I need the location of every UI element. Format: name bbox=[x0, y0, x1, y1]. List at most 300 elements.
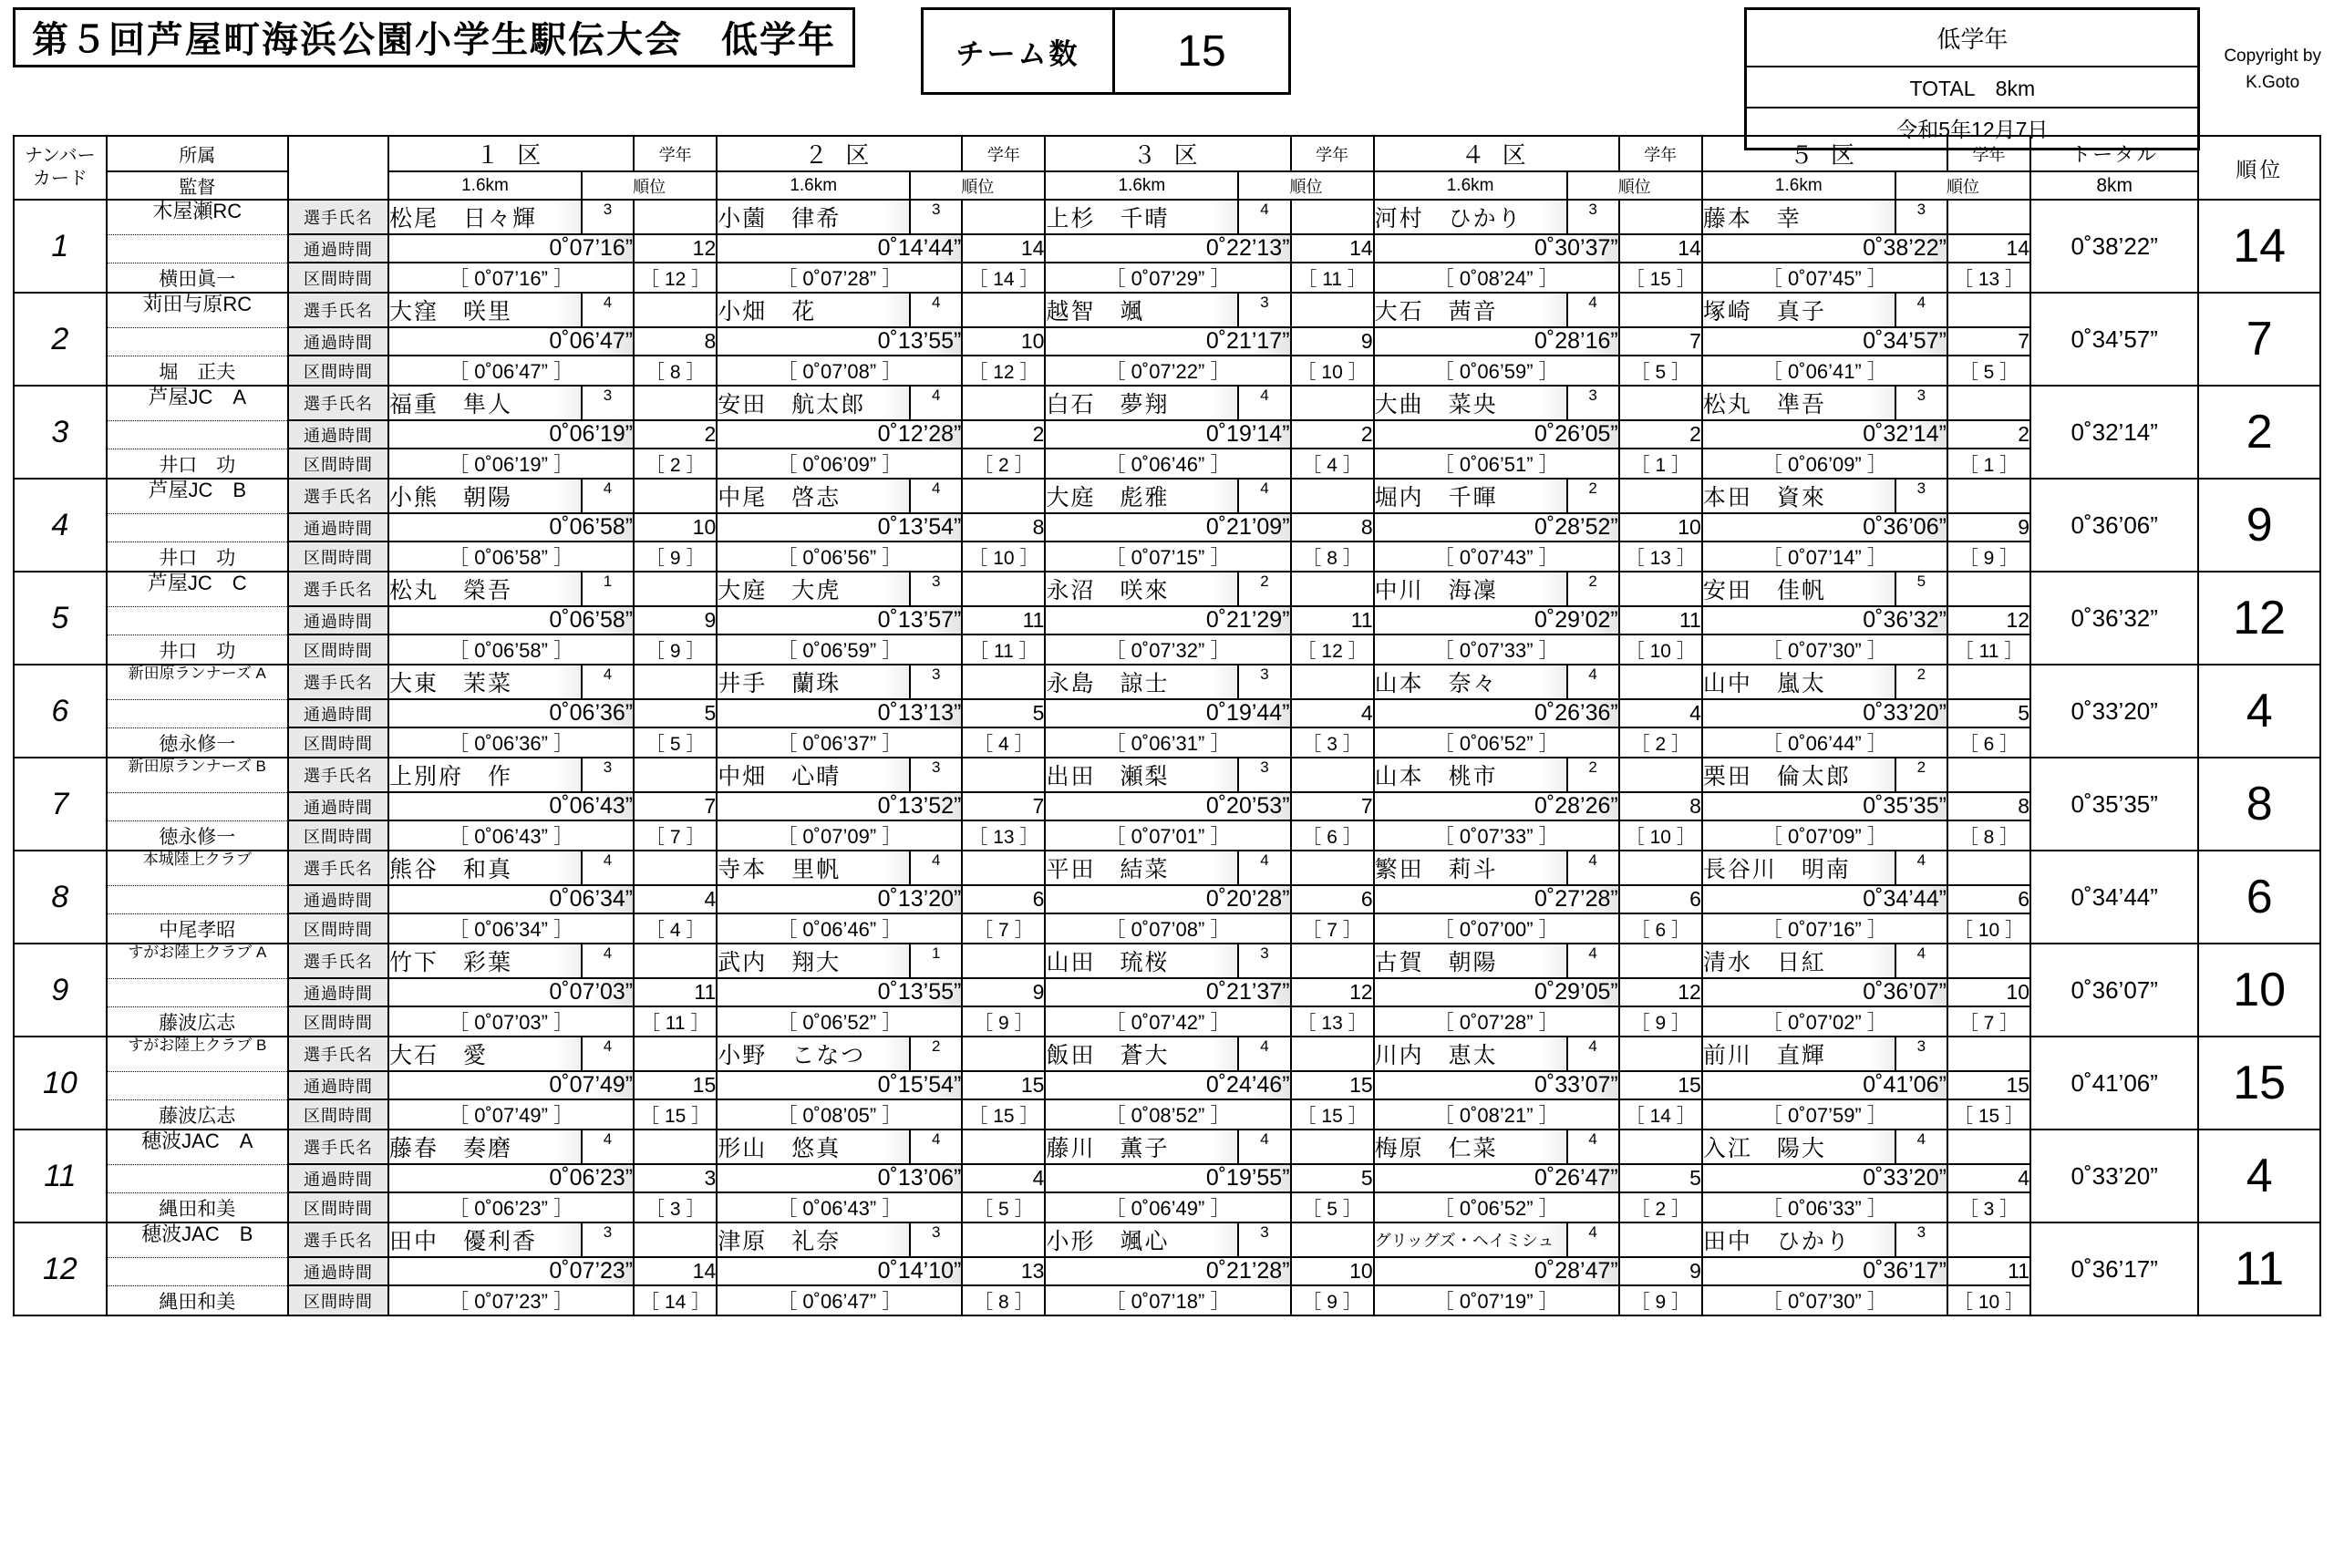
team-name: すがお陸上クラブ А bbox=[107, 944, 288, 978]
total-time: 0˚36’17” bbox=[2030, 1222, 2198, 1315]
coach-name: 徳永修一 bbox=[107, 727, 288, 758]
cumulative-time-leg1: 0˚07’49” bbox=[388, 1071, 634, 1099]
spacer-leg4 bbox=[1619, 386, 1702, 420]
total-time: 0˚36’06” bbox=[2030, 479, 2198, 572]
copyright-line1: Copyright by bbox=[2224, 46, 2321, 66]
runner-grade-leg2: 1 bbox=[910, 944, 962, 978]
cumulative-time-leg3: 0˚24’46” bbox=[1045, 1071, 1290, 1099]
runner-name-leg4: 山本 桃市 bbox=[1374, 758, 1567, 792]
cumulative-time-leg5: 0˚34’44” bbox=[1702, 885, 1947, 913]
runner-grade-leg4: 4 bbox=[1567, 1130, 1619, 1164]
team-name: 新田原ランナーズ В bbox=[107, 758, 288, 792]
runner-grade-leg5: 4 bbox=[1895, 1130, 1947, 1164]
runner-name-leg4: グリッグズ・ヘイミシュ bbox=[1374, 1222, 1567, 1257]
cumulative-rank-leg4: 15 bbox=[1619, 1071, 1702, 1099]
cumulative-rank-leg2: 4 bbox=[962, 1164, 1045, 1192]
runner-grade-leg3: 3 bbox=[1238, 758, 1290, 792]
cumulative-rank-leg5: 8 bbox=[1947, 792, 2030, 820]
cumulative-rank-leg5: 10 bbox=[1947, 978, 2030, 1006]
spacer-leg2 bbox=[962, 200, 1045, 234]
cumulative-rank-leg4: 14 bbox=[1619, 234, 1702, 263]
runner-grade-leg2: 4 bbox=[910, 1130, 962, 1164]
row-label-cumulative: 通過時間 bbox=[288, 1071, 388, 1099]
spacer-leg3 bbox=[1291, 386, 1374, 420]
header-leg1-grade: 学年 bbox=[634, 136, 717, 171]
runner-grade-leg2: 3 bbox=[910, 572, 962, 606]
runner-name-leg1: 田中 優利香 bbox=[388, 1222, 582, 1257]
row-label-name: 選手氏名 bbox=[288, 1222, 388, 1257]
table-row bbox=[14, 513, 2320, 542]
row-label-name: 選手氏名 bbox=[288, 386, 388, 420]
final-rank: 11 bbox=[2198, 1222, 2320, 1315]
cumulative-rank-leg1: 12 bbox=[634, 234, 717, 263]
cumulative-time-leg2: 0˚14’10” bbox=[717, 1257, 962, 1285]
spacer-leg5 bbox=[1947, 1130, 2030, 1164]
lap-rank-leg4: ［ 9 ］ bbox=[1619, 1285, 1702, 1315]
cumulative-rank-leg3: 10 bbox=[1291, 1257, 1374, 1285]
runner-name-leg4: 河村 ひかり bbox=[1374, 200, 1567, 234]
cumulative-rank-leg3: 14 bbox=[1291, 234, 1374, 263]
runner-name-leg2: 寺本 里帆 bbox=[717, 851, 910, 885]
cumulative-rank-leg5: 6 bbox=[1947, 885, 2030, 913]
header-leg3-rank: 順位 bbox=[1238, 171, 1373, 200]
lap-time-leg1: ［ 0˚06’36” ］ bbox=[388, 727, 634, 758]
cumulative-time-leg5: 0˚34’57” bbox=[1702, 327, 1947, 356]
team-name: 穂波JAC A bbox=[107, 1130, 288, 1164]
row-label-lap: 区間時間 bbox=[288, 1192, 388, 1222]
header-total-dist: 8km bbox=[2030, 171, 2198, 200]
runner-grade-leg1: 4 bbox=[582, 1130, 634, 1164]
header-leg4-grade: 学年 bbox=[1619, 136, 1702, 171]
lap-time-leg1: ［ 0˚06’43” ］ bbox=[388, 820, 634, 851]
spacer-leg1 bbox=[634, 386, 717, 420]
team-spacer bbox=[107, 978, 288, 1006]
lap-time-leg2: ［ 0˚06’59” ］ bbox=[717, 634, 962, 665]
header-leg2-dist: 1.6km bbox=[717, 171, 910, 200]
row-label-cumulative: 通過時間 bbox=[288, 327, 388, 356]
runner-grade-leg4: 4 bbox=[1567, 1037, 1619, 1071]
spacer-leg1 bbox=[634, 572, 717, 606]
lap-rank-leg1: ［ 8 ］ bbox=[634, 356, 717, 386]
cumulative-rank-leg2: 8 bbox=[962, 513, 1045, 542]
cumulative-time-leg1: 0˚06’34” bbox=[388, 885, 634, 913]
lap-rank-leg3: ［ 11 ］ bbox=[1291, 263, 1374, 293]
bib-number: 2 bbox=[14, 293, 107, 386]
cumulative-time-leg3: 0˚19’55” bbox=[1045, 1164, 1290, 1192]
row-label-lap: 区間時間 bbox=[288, 1006, 388, 1037]
lap-rank-leg5: ［ 7 ］ bbox=[1947, 1006, 2030, 1037]
spacer-leg1 bbox=[634, 1037, 717, 1071]
runner-name-leg2: 小畑 花 bbox=[717, 293, 910, 327]
table-row bbox=[14, 851, 2320, 885]
runner-name-leg5: 長谷川 明南 bbox=[1702, 851, 1895, 885]
table-row bbox=[14, 327, 2320, 356]
runner-grade-leg1: 1 bbox=[582, 572, 634, 606]
runner-name-leg3: 永沼 咲來 bbox=[1045, 572, 1238, 606]
cumulative-time-leg1: 0˚06’43” bbox=[388, 792, 634, 820]
cumulative-time-leg3: 0˚21’29” bbox=[1045, 606, 1290, 634]
cumulative-rank-leg2: 2 bbox=[962, 420, 1045, 449]
cumulative-time-leg1: 0˚06’19” bbox=[388, 420, 634, 449]
table-row bbox=[14, 1037, 2320, 1071]
final-rank: 12 bbox=[2198, 572, 2320, 665]
runner-grade-leg3: 3 bbox=[1238, 944, 1290, 978]
runner-name-leg1: 竹下 彩葉 bbox=[388, 944, 582, 978]
lap-rank-leg4: ［ 1 ］ bbox=[1619, 449, 1702, 479]
lap-rank-leg2: ［ 12 ］ bbox=[962, 356, 1045, 386]
runner-grade-leg4: 2 bbox=[1567, 758, 1619, 792]
team-spacer bbox=[107, 699, 288, 727]
cumulative-rank-leg5: 9 bbox=[1947, 513, 2030, 542]
runner-name-leg2: 中尾 啓志 bbox=[717, 479, 910, 513]
cumulative-rank-leg3: 12 bbox=[1291, 978, 1374, 1006]
runner-name-leg3: 白石 夢翔 bbox=[1045, 386, 1238, 420]
runner-grade-leg3: 4 bbox=[1238, 479, 1290, 513]
cumulative-rank-leg3: 7 bbox=[1291, 792, 1374, 820]
cumulative-rank-leg1: 11 bbox=[634, 978, 717, 1006]
cumulative-time-leg2: 0˚15’54” bbox=[717, 1071, 962, 1099]
lap-time-leg2: ［ 0˚06’09” ］ bbox=[717, 449, 962, 479]
table-row bbox=[14, 1257, 2320, 1285]
cumulative-rank-leg2: 10 bbox=[962, 327, 1045, 356]
lap-time-leg3: ［ 0˚07’01” ］ bbox=[1045, 820, 1290, 851]
header-label-col bbox=[288, 136, 388, 200]
lap-time-leg3: ［ 0˚08’52” ］ bbox=[1045, 1099, 1290, 1130]
lap-time-leg2: ［ 0˚06’46” ］ bbox=[717, 913, 962, 944]
runner-grade-leg5: 2 bbox=[1895, 758, 1947, 792]
lap-time-leg2: ［ 0˚07’09” ］ bbox=[717, 820, 962, 851]
lap-time-leg5: ［ 0˚07’16” ］ bbox=[1702, 913, 1947, 944]
table-row bbox=[14, 234, 2320, 263]
cumulative-rank-leg2: 15 bbox=[962, 1071, 1045, 1099]
runner-name-leg5: 栗田 倫太郎 bbox=[1702, 758, 1895, 792]
cumulative-rank-leg1: 9 bbox=[634, 606, 717, 634]
spacer-leg2 bbox=[962, 479, 1045, 513]
spacer-leg3 bbox=[1291, 1130, 1374, 1164]
bib-number: 11 bbox=[14, 1130, 107, 1222]
cumulative-time-leg2: 0˚13’55” bbox=[717, 327, 962, 356]
cumulative-time-leg5: 0˚36’32” bbox=[1702, 606, 1947, 634]
table-row bbox=[14, 1192, 2320, 1222]
runner-grade-leg5: 3 bbox=[1895, 1037, 1947, 1071]
spacer-leg4 bbox=[1619, 1130, 1702, 1164]
team-count-box bbox=[921, 7, 1291, 95]
cumulative-rank-leg1: 3 bbox=[634, 1164, 717, 1192]
spacer-leg5 bbox=[1947, 572, 2030, 606]
cumulative-time-leg5: 0˚33’20” bbox=[1702, 699, 1947, 727]
category-name: 低学年 bbox=[1747, 10, 2197, 67]
cumulative-rank-leg5: 2 bbox=[1947, 420, 2030, 449]
runner-grade-leg1: 3 bbox=[582, 758, 634, 792]
cumulative-rank-leg5: 5 bbox=[1947, 699, 2030, 727]
runner-name-leg3: 上杉 千晴 bbox=[1045, 200, 1238, 234]
row-label-name: 選手氏名 bbox=[288, 1130, 388, 1164]
cumulative-rank-leg4: 11 bbox=[1619, 606, 1702, 634]
table-row bbox=[14, 634, 2320, 665]
spacer-leg5 bbox=[1947, 758, 2030, 792]
runner-grade-leg1: 4 bbox=[582, 944, 634, 978]
header-leg2-grade: 学年 bbox=[962, 136, 1045, 171]
team-spacer bbox=[107, 1164, 288, 1192]
cumulative-rank-leg3: 2 bbox=[1291, 420, 1374, 449]
row-label-cumulative: 通過時間 bbox=[288, 420, 388, 449]
table-row bbox=[14, 479, 2320, 513]
bib-number: 10 bbox=[14, 1037, 107, 1130]
coach-name: 中尾孝昭 bbox=[107, 913, 288, 944]
lap-rank-leg2: ［ 8 ］ bbox=[962, 1285, 1045, 1315]
runner-name-leg1: 小熊 朝陽 bbox=[388, 479, 582, 513]
lap-time-leg1: ［ 0˚07’23” ］ bbox=[388, 1285, 634, 1315]
runner-name-leg4: 堀内 千暉 bbox=[1374, 479, 1567, 513]
cumulative-rank-leg1: 7 bbox=[634, 792, 717, 820]
row-label-name: 選手氏名 bbox=[288, 665, 388, 699]
lap-rank-leg5: ［ 3 ］ bbox=[1947, 1192, 2030, 1222]
table-row bbox=[14, 449, 2320, 479]
cumulative-rank-leg2: 14 bbox=[962, 234, 1045, 263]
bib-number: 3 bbox=[14, 386, 107, 479]
runner-name-leg5: 本田 資來 bbox=[1702, 479, 1895, 513]
lap-rank-leg2: ［ 13 ］ bbox=[962, 820, 1045, 851]
lap-time-leg3: ［ 0˚07’22” ］ bbox=[1045, 356, 1290, 386]
cumulative-rank-leg3: 6 bbox=[1291, 885, 1374, 913]
table-row bbox=[14, 606, 2320, 634]
runner-grade-leg3: 2 bbox=[1238, 572, 1290, 606]
lap-rank-leg3: ［ 6 ］ bbox=[1291, 820, 1374, 851]
lap-rank-leg4: ［ 10 ］ bbox=[1619, 634, 1702, 665]
coach-name: 井口 功 bbox=[107, 542, 288, 572]
table-row bbox=[14, 1222, 2320, 1257]
lap-rank-leg5: ［ 9 ］ bbox=[1947, 542, 2030, 572]
header-team: 所属 bbox=[107, 136, 288, 171]
lap-rank-leg4: ［ 13 ］ bbox=[1619, 542, 1702, 572]
spacer-leg2 bbox=[962, 1037, 1045, 1071]
spacer-leg1 bbox=[634, 1130, 717, 1164]
cumulative-time-leg5: 0˚36’06” bbox=[1702, 513, 1947, 542]
spacer-leg4 bbox=[1619, 479, 1702, 513]
lap-time-leg5: ［ 0˚06’33” ］ bbox=[1702, 1192, 1947, 1222]
cumulative-time-leg1: 0˚07’16” bbox=[388, 234, 634, 263]
page-header bbox=[13, 7, 2321, 141]
lap-rank-leg5: ［ 13 ］ bbox=[1947, 263, 2030, 293]
table-row bbox=[14, 356, 2320, 386]
runner-grade-leg5: 4 bbox=[1895, 944, 1947, 978]
table-row bbox=[14, 1285, 2320, 1315]
final-rank: 14 bbox=[2198, 200, 2320, 293]
runner-name-leg3: 山田 琉桜 bbox=[1045, 944, 1238, 978]
table-row bbox=[14, 758, 2320, 792]
table-row bbox=[14, 293, 2320, 327]
lap-rank-leg4: ［ 5 ］ bbox=[1619, 356, 1702, 386]
cumulative-time-leg1: 0˚07’03” bbox=[388, 978, 634, 1006]
row-label-lap: 区間時間 bbox=[288, 449, 388, 479]
runner-name-leg5: 田中 ひかり bbox=[1702, 1222, 1895, 1257]
lap-time-leg4: ［ 0˚06’51” ］ bbox=[1374, 449, 1619, 479]
lap-time-leg2: ［ 0˚08’05” ］ bbox=[717, 1099, 962, 1130]
row-label-name: 選手氏名 bbox=[288, 479, 388, 513]
lap-time-leg1: ［ 0˚07’03” ］ bbox=[388, 1006, 634, 1037]
runner-grade-leg1: 3 bbox=[582, 200, 634, 234]
cumulative-time-leg4: 0˚28’16” bbox=[1374, 327, 1619, 356]
bib-number: 6 bbox=[14, 665, 107, 758]
header-leg5-grade: 学年 bbox=[1947, 136, 2030, 171]
lap-time-leg1: ［ 0˚06’47” ］ bbox=[388, 356, 634, 386]
lap-rank-leg1: ［ 7 ］ bbox=[634, 820, 717, 851]
team-name: すがお陸上クラブ В bbox=[107, 1037, 288, 1071]
team-name: 芦屋JC C bbox=[107, 572, 288, 606]
header-total: トータル bbox=[2030, 136, 2198, 171]
runner-grade-leg2: 4 bbox=[910, 479, 962, 513]
spacer-leg5 bbox=[1947, 1222, 2030, 1257]
lap-time-leg5: ［ 0˚06’09” ］ bbox=[1702, 449, 1947, 479]
runner-grade-leg5: 5 bbox=[1895, 572, 1947, 606]
lap-time-leg3: ［ 0˚06’46” ］ bbox=[1045, 449, 1290, 479]
bib-number: 8 bbox=[14, 851, 107, 944]
lap-rank-leg5: ［ 1 ］ bbox=[1947, 449, 2030, 479]
runner-grade-leg4: 4 bbox=[1567, 851, 1619, 885]
spacer-leg3 bbox=[1291, 479, 1374, 513]
table-row bbox=[14, 727, 2320, 758]
lap-time-leg3: ［ 0˚07’18” ］ bbox=[1045, 1285, 1290, 1315]
runner-name-leg1: 松丸 榮吾 bbox=[388, 572, 582, 606]
cumulative-time-leg4: 0˚33’07” bbox=[1374, 1071, 1619, 1099]
runner-grade-leg4: 4 bbox=[1567, 665, 1619, 699]
lap-rank-leg4: ［ 6 ］ bbox=[1619, 913, 1702, 944]
lap-rank-leg1: ［ 9 ］ bbox=[634, 542, 717, 572]
team-name: 芦屋JC A bbox=[107, 386, 288, 420]
cumulative-rank-leg4: 9 bbox=[1619, 1257, 1702, 1285]
row-label-name: 選手氏名 bbox=[288, 1037, 388, 1071]
lap-time-leg2: ［ 0˚07’08” ］ bbox=[717, 356, 962, 386]
cumulative-time-leg3: 0˚21’17” bbox=[1045, 327, 1290, 356]
row-label-cumulative: 通過時間 bbox=[288, 885, 388, 913]
cumulative-rank-leg3: 11 bbox=[1291, 606, 1374, 634]
cumulative-time-leg2: 0˚13’55” bbox=[717, 978, 962, 1006]
runner-name-leg4: 山本 奈々 bbox=[1374, 665, 1567, 699]
lap-rank-leg3: ［ 7 ］ bbox=[1291, 913, 1374, 944]
runner-grade-leg2: 3 bbox=[910, 200, 962, 234]
cumulative-rank-leg1: 5 bbox=[634, 699, 717, 727]
cumulative-time-leg2: 0˚13’54” bbox=[717, 513, 962, 542]
cumulative-rank-leg2: 13 bbox=[962, 1257, 1045, 1285]
cumulative-rank-leg4: 6 bbox=[1619, 885, 1702, 913]
coach-name: 藤波広志 bbox=[107, 1099, 288, 1130]
cumulative-time-leg2: 0˚14’44” bbox=[717, 234, 962, 263]
spacer-leg4 bbox=[1619, 851, 1702, 885]
row-label-lap: 区間時間 bbox=[288, 727, 388, 758]
final-rank: 15 bbox=[2198, 1037, 2320, 1130]
bib-number: 4 bbox=[14, 479, 107, 572]
lap-time-leg3: ［ 0˚06’49” ］ bbox=[1045, 1192, 1290, 1222]
copyright bbox=[2224, 7, 2321, 96]
runner-grade-leg1: 4 bbox=[582, 293, 634, 327]
lap-rank-leg5: ［ 15 ］ bbox=[1947, 1099, 2030, 1130]
coach-name: 縄田和美 bbox=[107, 1285, 288, 1315]
results-table bbox=[13, 135, 2321, 1316]
cumulative-time-leg2: 0˚12’28” bbox=[717, 420, 962, 449]
lap-time-leg5: ［ 0˚07’45” ］ bbox=[1702, 263, 1947, 293]
lap-time-leg1: ［ 0˚06’23” ］ bbox=[388, 1192, 634, 1222]
lap-rank-leg3: ［ 4 ］ bbox=[1291, 449, 1374, 479]
spacer-leg2 bbox=[962, 572, 1045, 606]
spacer-leg2 bbox=[962, 293, 1045, 327]
runner-name-leg5: 藤本 幸 bbox=[1702, 200, 1895, 234]
lap-rank-leg1: ［ 5 ］ bbox=[634, 727, 717, 758]
lap-time-leg4: ［ 0˚07’33” ］ bbox=[1374, 634, 1619, 665]
lap-rank-leg2: ［ 11 ］ bbox=[962, 634, 1045, 665]
table-row bbox=[14, 978, 2320, 1006]
event-date: 令和5年12月7日 bbox=[1896, 118, 2049, 141]
row-label-name: 選手氏名 bbox=[288, 200, 388, 234]
table-row bbox=[14, 885, 2320, 913]
runner-name-leg5: 山中 嵐太 bbox=[1702, 665, 1895, 699]
lap-rank-leg2: ［ 2 ］ bbox=[962, 449, 1045, 479]
lap-rank-leg3: ［ 12 ］ bbox=[1291, 634, 1374, 665]
team-spacer bbox=[107, 513, 288, 542]
final-rank: 2 bbox=[2198, 386, 2320, 479]
cumulative-time-leg4: 0˚28’52” bbox=[1374, 513, 1619, 542]
coach-name: 井口 功 bbox=[107, 634, 288, 665]
cumulative-rank-leg2: 6 bbox=[962, 885, 1045, 913]
row-label-cumulative: 通過時間 bbox=[288, 1257, 388, 1285]
lap-rank-leg2: ［ 10 ］ bbox=[962, 542, 1045, 572]
runner-grade-leg5: 2 bbox=[1895, 665, 1947, 699]
lap-rank-leg5: ［ 10 ］ bbox=[1947, 913, 2030, 944]
spacer-leg2 bbox=[962, 851, 1045, 885]
lap-time-leg1: ［ 0˚07’16” ］ bbox=[388, 263, 634, 293]
runner-grade-leg2: 4 bbox=[910, 851, 962, 885]
cumulative-time-leg4: 0˚29’02” bbox=[1374, 606, 1619, 634]
header-number-card bbox=[14, 136, 107, 200]
runner-name-leg5: 清水 日紅 bbox=[1702, 944, 1895, 978]
header-leg4-dist: 1.6km bbox=[1374, 171, 1567, 200]
lap-time-leg5: ［ 0˚07’02” ］ bbox=[1702, 1006, 1947, 1037]
runner-name-leg1: 大窪 咲里 bbox=[388, 293, 582, 327]
spacer-leg3 bbox=[1291, 758, 1374, 792]
runner-name-leg4: 大石 茜音 bbox=[1374, 293, 1567, 327]
final-rank: 7 bbox=[2198, 293, 2320, 386]
spacer-leg3 bbox=[1291, 665, 1374, 699]
lap-rank-leg4: ［ 2 ］ bbox=[1619, 727, 1702, 758]
cumulative-rank-leg1: 10 bbox=[634, 513, 717, 542]
bib-number: 12 bbox=[14, 1222, 107, 1315]
runner-grade-leg2: 3 bbox=[910, 758, 962, 792]
final-rank: 4 bbox=[2198, 1130, 2320, 1222]
category-box bbox=[1744, 7, 2200, 150]
runner-grade-leg3: 4 bbox=[1238, 386, 1290, 420]
lap-rank-leg5: ［ 8 ］ bbox=[1947, 820, 2030, 851]
lap-time-leg2: ［ 0˚06’47” ］ bbox=[717, 1285, 962, 1315]
team-spacer bbox=[107, 234, 288, 263]
cumulative-time-leg1: 0˚07’23” bbox=[388, 1257, 634, 1285]
table-row bbox=[14, 1071, 2320, 1099]
total-time: 0˚33’20” bbox=[2030, 1130, 2198, 1222]
lap-time-leg2: ［ 0˚07’28” ］ bbox=[717, 263, 962, 293]
runner-name-leg1: 藤春 奏磨 bbox=[388, 1130, 582, 1164]
total-time: 0˚36’07” bbox=[2030, 944, 2198, 1037]
runner-name-leg2: 津原 礼奈 bbox=[717, 1222, 910, 1257]
team-spacer bbox=[107, 1257, 288, 1285]
row-label-name: 選手氏名 bbox=[288, 572, 388, 606]
final-rank: 10 bbox=[2198, 944, 2320, 1037]
cumulative-time-leg5: 0˚33’20” bbox=[1702, 1164, 1947, 1192]
row-label-lap: 区間時間 bbox=[288, 634, 388, 665]
spacer-leg1 bbox=[634, 293, 717, 327]
spacer-leg4 bbox=[1619, 1037, 1702, 1071]
spacer-leg5 bbox=[1947, 1037, 2030, 1071]
cumulative-rank-leg5: 4 bbox=[1947, 1164, 2030, 1192]
lap-rank-leg3: ［ 8 ］ bbox=[1291, 542, 1374, 572]
lap-time-leg3: ［ 0˚07’29” ］ bbox=[1045, 263, 1290, 293]
